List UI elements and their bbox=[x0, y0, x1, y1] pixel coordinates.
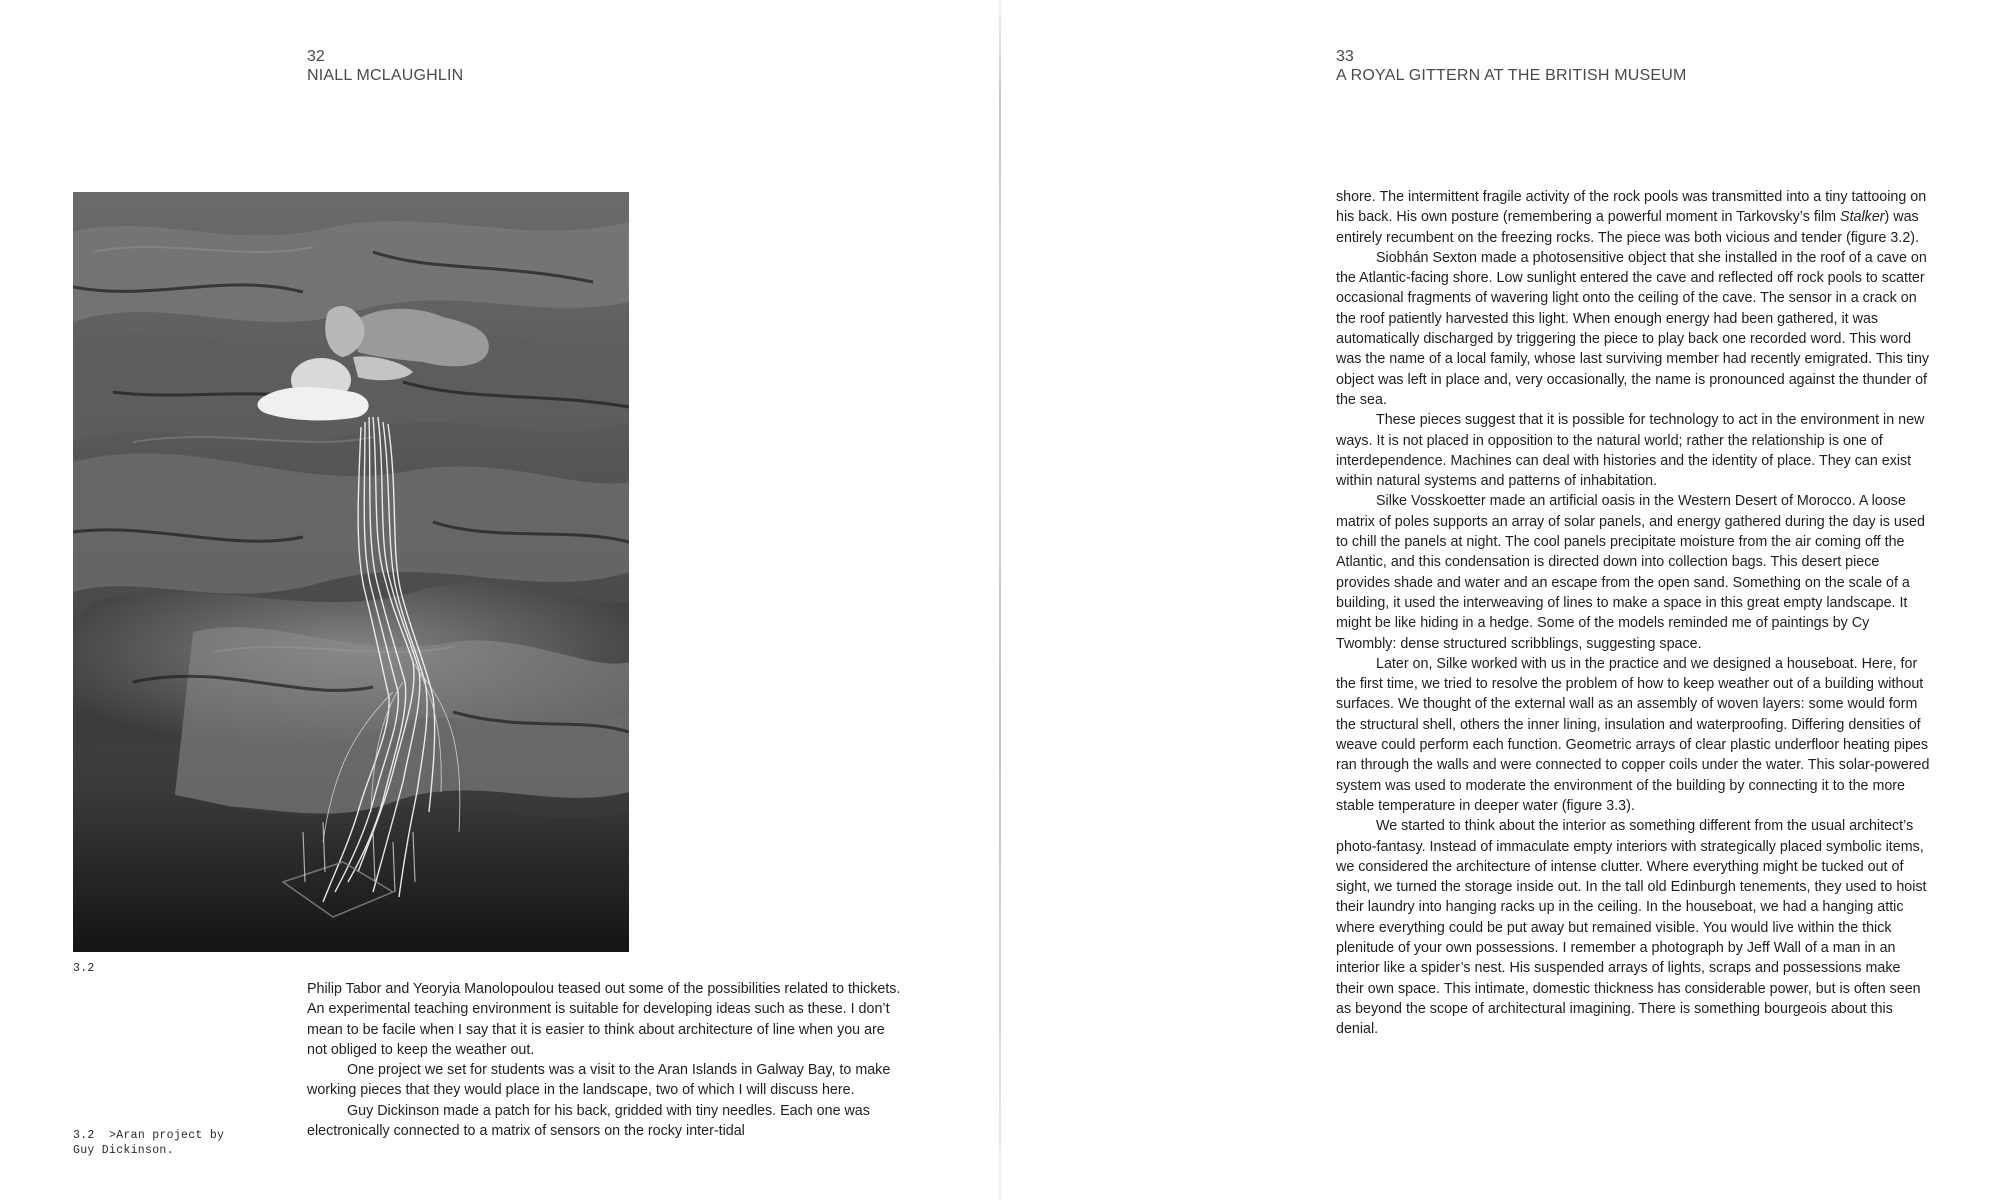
paragraph-text: shore. The intermittent fragile activity of the rock pools was transmitted into a tiny tattooing on his back. His own posture (remembering a powerful moment in Tarkovsky’s film bbox=[1336, 189, 1927, 226]
paragraph-text: ) was entirely recumbent on the freezing rocks. The piece was both vicious and tender (figure 3.2). bbox=[1336, 209, 1920, 246]
caption-text-line-2: Guy Dickinson. bbox=[73, 1144, 174, 1157]
caption-line-1 bbox=[73, 1128, 224, 1143]
paragraph: Siobhán Sexton made a photosensitive object that she installed in the roof of a cave on the Atlantic-facing shore. Low sunlight entered the cave and reflected off rock pools to scatter occasional fragments of wavering light onto the ceiling of the cave. The sensor in a crack on the roof patiently harvested this light. When enough energy had been gathered, it was automatically discharged by triggering the piece to play back one recorded word. This word was the name of a local family, whose last surviving member had recently emigrated. This tiny object was left in place and, very occasionally, the name is pronounced against the thunder of the sea. bbox=[1336, 249, 1930, 408]
running-title: NIALL MCLAUGHLIN bbox=[307, 67, 464, 84]
right-body-text bbox=[1336, 187, 1930, 1039]
paragraph: Silke Vosskoetter made an artificial oasis in the Western Desert of Morocco. A loose matrix of poles supports an array of solar panels, and energy gathered during the day is used to chill the panels at night. The cool panels precipitate moisture from the air coming off the Atlantic, and this condensation is directed down into collection bags. This desert piece provides shade and water and an escape from the open sand. Something on the scale of a building, it used the interweaving of lines to make a space in this great empty landscape. It might be like hiding in a hedge. Some of the models reminded me of paintings by Cy Twombly: dense structured scribblings, suggesting space. bbox=[1336, 493, 1925, 652]
photo-illustration bbox=[73, 192, 629, 952]
page-number: 33 bbox=[1336, 48, 1354, 65]
page-number: 32 bbox=[307, 48, 325, 65]
left-page bbox=[0, 0, 995, 1200]
right-folio bbox=[1336, 47, 1687, 85]
film-title: Stalker bbox=[1840, 209, 1885, 226]
paragraph: One project we set for students was a visit to the Aran Islands in Galway Bay, to make working pieces that they would place in the landscape, two of which I will discuss here. bbox=[307, 1062, 891, 1099]
running-title: A ROYAL GITTERN AT THE BRITISH MUSEUM bbox=[1336, 67, 1687, 84]
paragraph: Guy Dickinson made a patch for his back, gridded with tiny needles. Each one was electronically connected to a matrix of sensors on the rocky inter-tidal bbox=[307, 1102, 870, 1140]
paragraph: We started to think about the interior as something different from the usual architect’s photo-fantasy. Instead of immaculate empty interiors with strategically placed symbolic items, we considered the architecture of intense clutter. Where everything might be tucked out of sight, we turned the storage inside out. In the tall old Edinburgh tenements, they used to hoist their laundry into hanging racks up in the ceiling. In the houseboat, we had a hanging attic where everything could be put away but remained visible. You would live within the thick plenitude of your own possessions. I remember a photograph by Jeff Wall of a man in an interior like a spider’s nest. His suspended arrays of lights, scraps and possessions make their own space. This intimate, domestic thickness has considerable power, but is often seen as beyond the scope of architectural imagining. There is something bourgeois about this denial. bbox=[1336, 818, 1927, 1038]
figure-photo-rocks bbox=[73, 192, 629, 952]
figure-caption bbox=[73, 1128, 224, 1158]
paragraph: Philip Tabor and Yeoryia Manolopoulou teased out some of the possibilities related to thickets. An experimental teaching environment is suitable for developing ideas such as these. I don’t mean to be facile when I say that it is easier to think about architecture of line when you are not obliged to keep the weather out. bbox=[307, 981, 901, 1058]
caption-text-line-1: >Aran project by bbox=[109, 1129, 225, 1142]
paragraph: These pieces suggest that it is possible for technology to act in the environment in new ways. It is not placed in opposition to the natural world; rather the relationship is one of interdependence. Machines can deal with histories and the identity of place. They can exist within natural systems and patterns of inhabitation. bbox=[1336, 412, 1925, 490]
left-folio bbox=[307, 47, 463, 85]
paragraph: Later on, Silke worked with us in the practice and we designed a houseboat. Here, for the first time, we tried to resolve the problem of how to keep weather out of a building without surfaces. We thought of the external wall as an assembly of woven layers: some would form the structural shell, others the inner lining, insulation and waterproofing. Differing densities of weave could perform each function. Geometric arrays of clear plastic underfloor heating pipes ran through the walls and were connected to copper coils under the water. This solar-powered system was used to moderate the environment of the building by connecting it to the more stable temperature in deeper water (figure 3.3). bbox=[1336, 655, 1930, 814]
right-page bbox=[995, 0, 1991, 1200]
caption-number: 3.2 bbox=[73, 1129, 95, 1142]
left-body-text bbox=[307, 979, 907, 1141]
paragraph bbox=[1336, 187, 1930, 248]
figure-number-label: 3.2 bbox=[73, 962, 95, 975]
